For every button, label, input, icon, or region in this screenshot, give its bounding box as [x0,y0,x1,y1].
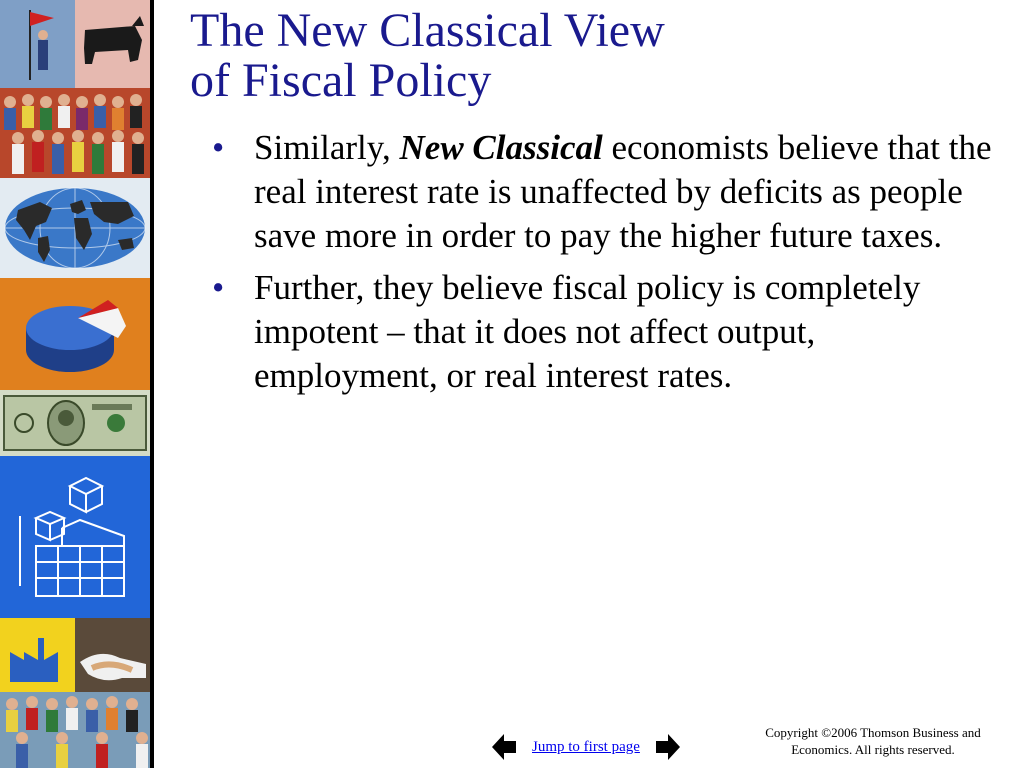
wireframe-blocks-icon [0,456,150,618]
bullet-1-lead: Similarly, [254,128,400,167]
bullet-marker: • [212,268,225,307]
pie-chart-panel [0,278,150,390]
next-arrow-icon[interactable] [656,733,680,761]
sidebar-divider [150,0,154,768]
slide-title [190,6,665,106]
crowd-icon [0,88,150,178]
factory-handshake-icon [0,618,150,692]
crowd-bottom-panel [0,692,150,768]
world-map-icon [0,178,150,278]
copyright-line1: Copyright ©2006 Thomson Business and [765,725,981,740]
crowd-panel [0,88,150,178]
previous-arrow-icon[interactable] [492,733,516,761]
decorative-sidebar [0,0,150,768]
footer-navigation [492,731,680,763]
bullet-1-emphasis: New Classical [399,128,603,167]
jump-to-first-page-link[interactable]: Jump to first page [532,738,640,755]
bullet-marker: • [212,128,225,167]
world-map-panel [0,178,150,278]
pie-chart-icon [0,278,150,390]
bullet-2-text: Further, they believe fiscal policy is completely impotent – that it does not affect output, employment, or real interest rates. [254,268,921,395]
crowd-bottom-icon [0,692,150,768]
dollar-bill-icon [0,390,150,456]
slide-title-line1: The New Classical View [190,4,665,57]
copyright-line2: Economics. All rights reserved. [791,742,955,757]
flag-and-bull-panel [0,0,150,88]
bullet-list [212,126,1002,406]
factory-handshake-panel [0,618,150,692]
slide-title-line2: of Fiscal Policy [190,54,492,107]
bullet-item-2 [212,266,1002,398]
flag-and-bull-icon [0,0,150,88]
bullet-item-1 [212,126,1002,258]
dollar-bill-panel [0,390,150,456]
copyright-notice [742,724,1004,758]
bullet-1-rest: economists believe that the real interest rate is unaffected by deficits as people save more in order to pay the higher future taxes. [254,128,992,255]
wireframe-blocks-panel [0,456,150,618]
